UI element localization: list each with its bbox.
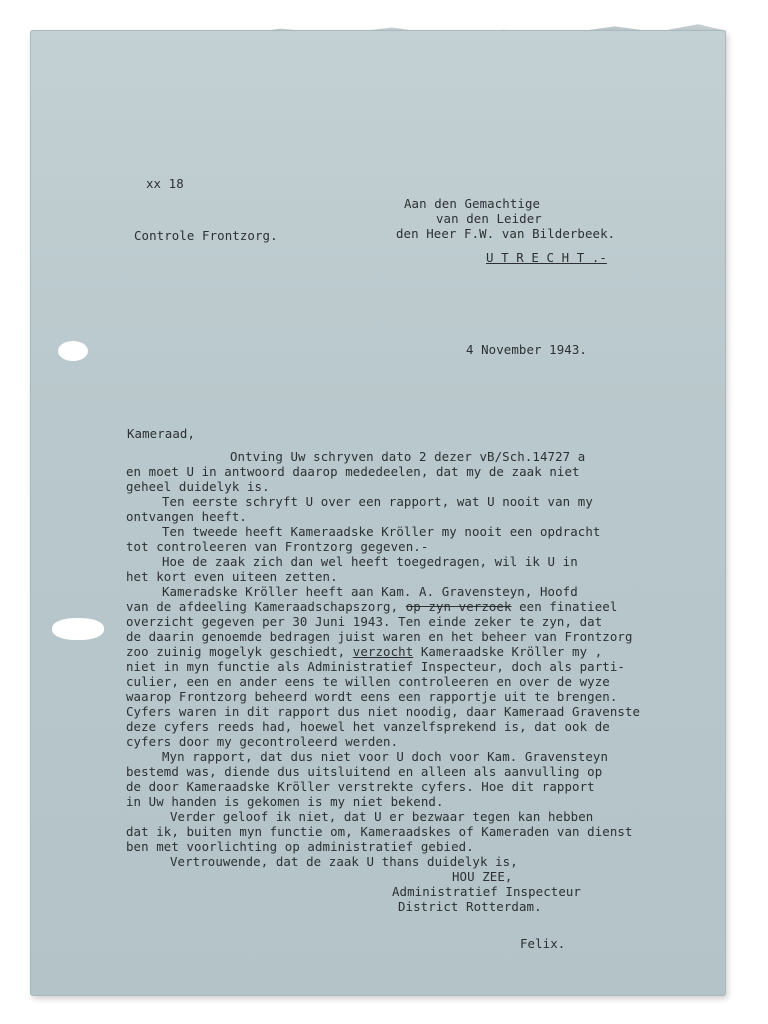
body-line (126, 599, 617, 614)
subject-line: Controle Frontzorg. (134, 228, 278, 243)
body-line: culier, een en ander eens te willen controleeren en over de wyze (126, 674, 610, 689)
body-line: ben met voorlichting op administratief gebied. (126, 839, 474, 854)
body-line: Hoe de zaak zich dan wel heeft toegedragen, wil ik U in (162, 554, 578, 569)
body-text: Kameraadske Kröller my , (413, 644, 603, 659)
body-line: cyfers door my gecontroleerd werden. (126, 734, 399, 749)
salutation: Kameraad, (127, 426, 196, 441)
body-line: tot controleeren van Frontzorg gegeven.- (126, 539, 429, 554)
address-line-1: Aan den Gemachtige (404, 196, 541, 211)
body-line: de door Kameraadske Kröller verstrekte cyfers. Hoe dit rapport (126, 779, 595, 794)
body-line (126, 644, 602, 659)
body-line: Myn rapport, dat dus niet voor U doch voor Kam. Gravensteyn (162, 749, 609, 764)
body-text: een finatieel (511, 599, 618, 614)
body-line: waarop Frontzorg beheerd wordt eens een rapportje uit te brengen. (126, 689, 618, 704)
address-city: U T R E C H T .- (486, 250, 607, 265)
body-line: deze cyfers reeds had, hoewel het vanzelfsprekend is, dat ook de (126, 719, 610, 734)
address-line-3: den Heer F.W. van Bilderbeek. (396, 226, 616, 241)
body-text: van de afdeeling Kameraadschapszorg, (126, 599, 406, 614)
body-line: het kort even uiteen zetten. (126, 569, 338, 584)
body-line: in Uw handen is gekomen is my niet bekend. (126, 794, 444, 809)
closing-district: District Rotterdam. (398, 899, 542, 914)
letter-date: 4 November 1943. (466, 342, 587, 357)
body-line: ontvangen heeft. (126, 509, 247, 524)
body-line: Cyfers waren in dit rapport dus niet noodig, daar Kameraad Gravenste (126, 704, 641, 719)
body-line: dat ik, buiten myn functie om, Kameraadskes of Kameraden van dienst (126, 824, 633, 839)
body-line: geheel duidelyk is. (126, 479, 270, 494)
punch-hole (52, 618, 104, 640)
body-line: Kameradske Kröller heeft aan Kam. A. Gravensteyn, Hoofd (162, 584, 578, 599)
reference-number: xx 18 (146, 176, 184, 191)
body-line: Verder geloof ik niet, dat U er bezwaar tegen kan hebben (170, 809, 594, 824)
address-line-2: van den Leider (436, 211, 542, 226)
body-line: bestemd was, diende dus uitsluitend en alleen als aanvulling op (126, 764, 603, 779)
punch-hole (58, 341, 88, 361)
body-text: zoo zuinig mogelyk geschiedt, (126, 644, 353, 659)
closing-title: Administratief Inspecteur (392, 884, 581, 899)
body-line: Vertrouwende, dat de zaak U thans duidelyk is, (170, 854, 518, 869)
closing-greeting: HOU ZEE, (452, 869, 513, 884)
body-line: en moet U in antwoord daarop mededeelen, dat my de zaak niet (126, 464, 580, 479)
signature: Felix. (520, 936, 566, 951)
body-line: Ten eerste schryft U over een rapport, wat U nooit van my (162, 494, 593, 509)
body-line: Ten tweede heeft Kameraadske Kröller my nooit een opdracht (162, 524, 601, 539)
underlined-text: verzocht (352, 644, 414, 659)
body-line: Ontving Uw schryven dato 2 dezer vB/Sch.14727 a (230, 449, 586, 464)
body-line: overzicht gegeven per 30 Juni 1943. Ten einde zeker te zyn, dat (126, 614, 603, 629)
struck-text: op zyn verzoek (405, 599, 512, 614)
body-line: de daarin genoemde bedragen juist waren en het beheer van Frontzorg (126, 629, 633, 644)
body-line: niet in myn functie als Administratief Inspecteur, doch als parti- (126, 659, 625, 674)
